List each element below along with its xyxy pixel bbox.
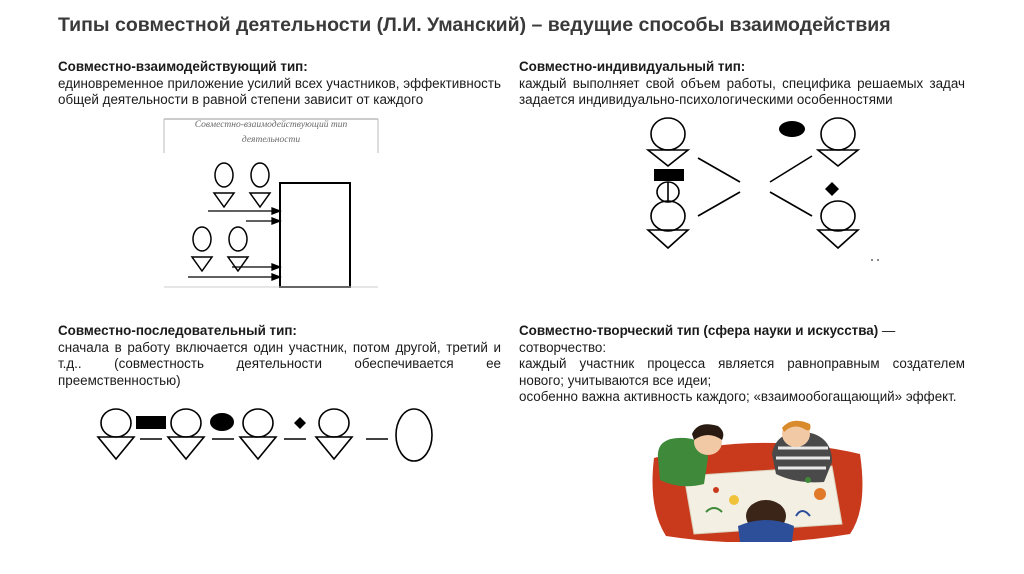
child-figure xyxy=(772,421,832,483)
individual-type-diagram xyxy=(628,112,886,264)
participant-figure xyxy=(228,227,248,271)
task-block-icon xyxy=(136,416,166,429)
participant-figure xyxy=(648,201,688,248)
block-cooperative-sequential xyxy=(58,323,501,389)
participant-figure xyxy=(648,118,688,166)
block-heading: Совместно-индивидуальный тип: xyxy=(519,59,746,74)
dot-mark xyxy=(871,259,873,261)
connection-line xyxy=(770,192,812,216)
block-heading-rest: — сотворчество: xyxy=(519,323,896,355)
participant-figure xyxy=(98,409,134,459)
block-body: сначала в работу включается один участник, потом другой, третий и т.д.. (совместность деятельности обеспечивается ее преемственностью) xyxy=(58,339,501,388)
figure-caption-line-1: Совместно-взаимодействующий тип xyxy=(194,120,348,130)
task-block-icon xyxy=(654,169,684,181)
block-heading: Совместно-последовательный тип: xyxy=(58,323,297,338)
participant-figure xyxy=(818,201,858,248)
participant-figure xyxy=(168,409,204,459)
block-heading: Совместно-взаимодействующий тип: xyxy=(58,59,308,74)
block-cooperative-interacting xyxy=(58,59,501,109)
connection-line xyxy=(770,156,812,182)
task-diamond-icon xyxy=(825,182,839,196)
participant-figure xyxy=(214,163,234,207)
figure-caption-line-2: деятельности xyxy=(241,135,301,145)
block-body: единовременное приложение усилий всех участников, эффективность общей деятельности в равной степени зависит от каждого xyxy=(58,75,501,108)
sequential-type-diagram xyxy=(94,403,438,469)
connection-line xyxy=(698,192,740,216)
task-ellipse-icon xyxy=(779,121,805,137)
block-body-line-1: каждый участник процесса является равноправным создателем нового; учитываются все идеи; xyxy=(519,356,965,388)
block-cooperative-individual xyxy=(519,59,965,109)
connection-line xyxy=(698,158,740,182)
slide-title: Типы совместной деятельности (Л.И. Уманский) – ведущие способы взаимодействия xyxy=(58,14,891,36)
participant-figure xyxy=(192,227,212,271)
arrow-icon xyxy=(188,208,280,280)
participant-figure xyxy=(316,409,352,459)
participant-figure xyxy=(657,182,679,202)
block-cooperative-creative xyxy=(519,323,965,406)
block-body-line-2: особенно важна активность каждого; «взаимообогащающий» эффект. xyxy=(519,389,957,405)
task-rectangle xyxy=(280,183,350,287)
result-ellipse xyxy=(396,409,432,461)
block-body: каждый выполняет свой объем работы, специфика решаемых задач задается индивидуально-психологическими особенностями xyxy=(519,75,965,108)
block-heading: Совместно-творческий тип (сфера науки и искусства) xyxy=(519,323,879,338)
children-drawing-illustration xyxy=(646,418,870,542)
participant-figure xyxy=(250,163,270,207)
task-diamond-icon xyxy=(294,417,306,429)
participant-figure xyxy=(818,118,858,166)
interacting-type-diagram xyxy=(160,113,382,293)
participant-figure xyxy=(240,409,276,459)
task-ellipse-icon xyxy=(210,413,234,431)
dot-mark xyxy=(877,259,879,261)
